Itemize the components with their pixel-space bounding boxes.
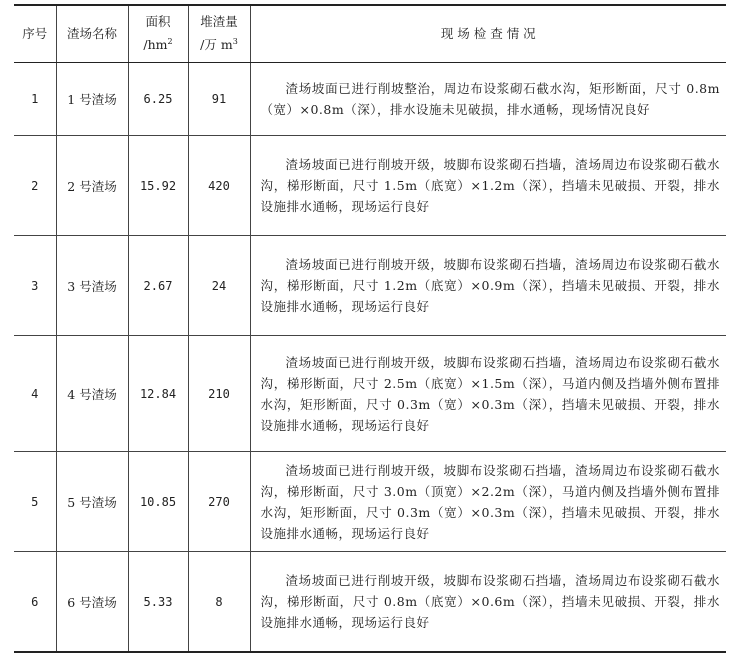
table-row bbox=[14, 63, 726, 136]
inspection-table-container bbox=[14, 4, 726, 653]
cell-area: 10.85 bbox=[128, 452, 188, 552]
header-area-line1: 面积 bbox=[145, 14, 171, 30]
cell-name: 3 号渣场 bbox=[56, 236, 128, 336]
cell-index: 6 bbox=[14, 552, 56, 653]
table-row bbox=[14, 136, 726, 236]
header-volume bbox=[188, 5, 250, 63]
header-area-sup: 2 bbox=[167, 37, 173, 47]
header-volume-line2: /万 m bbox=[200, 37, 233, 53]
cell-name: 5 号渣场 bbox=[56, 452, 128, 552]
table-row bbox=[14, 236, 726, 336]
cell-volume: 270 bbox=[188, 452, 250, 552]
cell-volume: 24 bbox=[188, 236, 250, 336]
cell-name: 2 号渣场 bbox=[56, 136, 128, 236]
cell-area: 12.84 bbox=[128, 336, 188, 452]
cell-inspection: 渣场坡面已进行削坡开级，坡脚布设浆砌石挡墙，渣场周边布设浆砌石截水沟，梯形断面，尺寸 3.0m（顶宽）×2.2m（深），马道内侧及挡墙外侧布置排水沟，矩形断面，尺寸 0.3m（宽）×0.3m（深），挡墙未见破损、开裂，排水设施排水通畅，现场运行良好 bbox=[250, 452, 726, 552]
cell-area: 2.67 bbox=[128, 236, 188, 336]
cell-index: 1 bbox=[14, 63, 56, 136]
cell-volume: 420 bbox=[188, 136, 250, 236]
cell-name: 4 号渣场 bbox=[56, 336, 128, 452]
cell-name: 6 号渣场 bbox=[56, 552, 128, 653]
table-header-row bbox=[14, 5, 726, 63]
header-area bbox=[128, 5, 188, 63]
header-name: 渣场名称 bbox=[56, 5, 128, 63]
cell-inspection: 渣场坡面已进行削坡整治，周边布设浆砌石截水沟，矩形断面，尺寸 0.8m（宽）×0.8m（深），排水设施未见破损，排水通畅，现场情况良好 bbox=[250, 63, 726, 136]
cell-index: 3 bbox=[14, 236, 56, 336]
cell-volume: 210 bbox=[188, 336, 250, 452]
cell-inspection: 渣场坡面已进行削坡开级，坡脚布设浆砌石挡墙，渣场周边布设浆砌石截水沟，梯形断面，尺寸 0.8m（底宽）×0.6m（深），挡墙未见破损、开裂，排水设施排水通畅，现场运行良好 bbox=[250, 552, 726, 653]
cell-inspection: 渣场坡面已进行削坡开级，坡脚布设浆砌石挡墙，渣场周边布设浆砌石截水沟，梯形断面，尺寸 1.5m（底宽）×1.2m（深），挡墙未见破损、开裂，排水设施排水通畅，现场运行良好 bbox=[250, 136, 726, 236]
spoil-site-inspection-table bbox=[14, 4, 726, 653]
cell-inspection: 渣场坡面已进行削坡开级，坡脚布设浆砌石挡墙，渣场周边布设浆砌石截水沟，梯形断面，尺寸 1.2m（底宽）×0.9m（深），挡墙未见破损、开裂，排水设施排水通畅，现场运行良好 bbox=[250, 236, 726, 336]
header-inspection: 现 场 检 查 情 况 bbox=[250, 5, 726, 63]
header-index: 序号 bbox=[14, 5, 56, 63]
table-row bbox=[14, 452, 726, 552]
cell-index: 2 bbox=[14, 136, 56, 236]
table-row bbox=[14, 336, 726, 452]
cell-name: 1 号渣场 bbox=[56, 63, 128, 136]
cell-area: 6.25 bbox=[128, 63, 188, 136]
cell-area: 15.92 bbox=[128, 136, 188, 236]
cell-area: 5.33 bbox=[128, 552, 188, 653]
cell-inspection: 渣场坡面已进行削坡开级，坡脚布设浆砌石挡墙，渣场周边布设浆砌石截水沟，梯形断面，尺寸 2.5m（底宽）×1.5m（深），马道内侧及挡墙外侧布置排水沟，矩形断面，尺寸 0.3m（宽）×0.3m（深），挡墙未见破损、开裂，排水设施排水通畅，现场运行良好 bbox=[250, 336, 726, 452]
table-row bbox=[14, 552, 726, 653]
header-volume-sup: 3 bbox=[232, 37, 238, 47]
header-volume-line1: 堆渣量 bbox=[200, 14, 238, 30]
cell-volume: 8 bbox=[188, 552, 250, 653]
cell-index: 4 bbox=[14, 336, 56, 452]
cell-index: 5 bbox=[14, 452, 56, 552]
cell-volume: 91 bbox=[188, 63, 250, 136]
header-area-line2: /hm bbox=[143, 37, 168, 53]
